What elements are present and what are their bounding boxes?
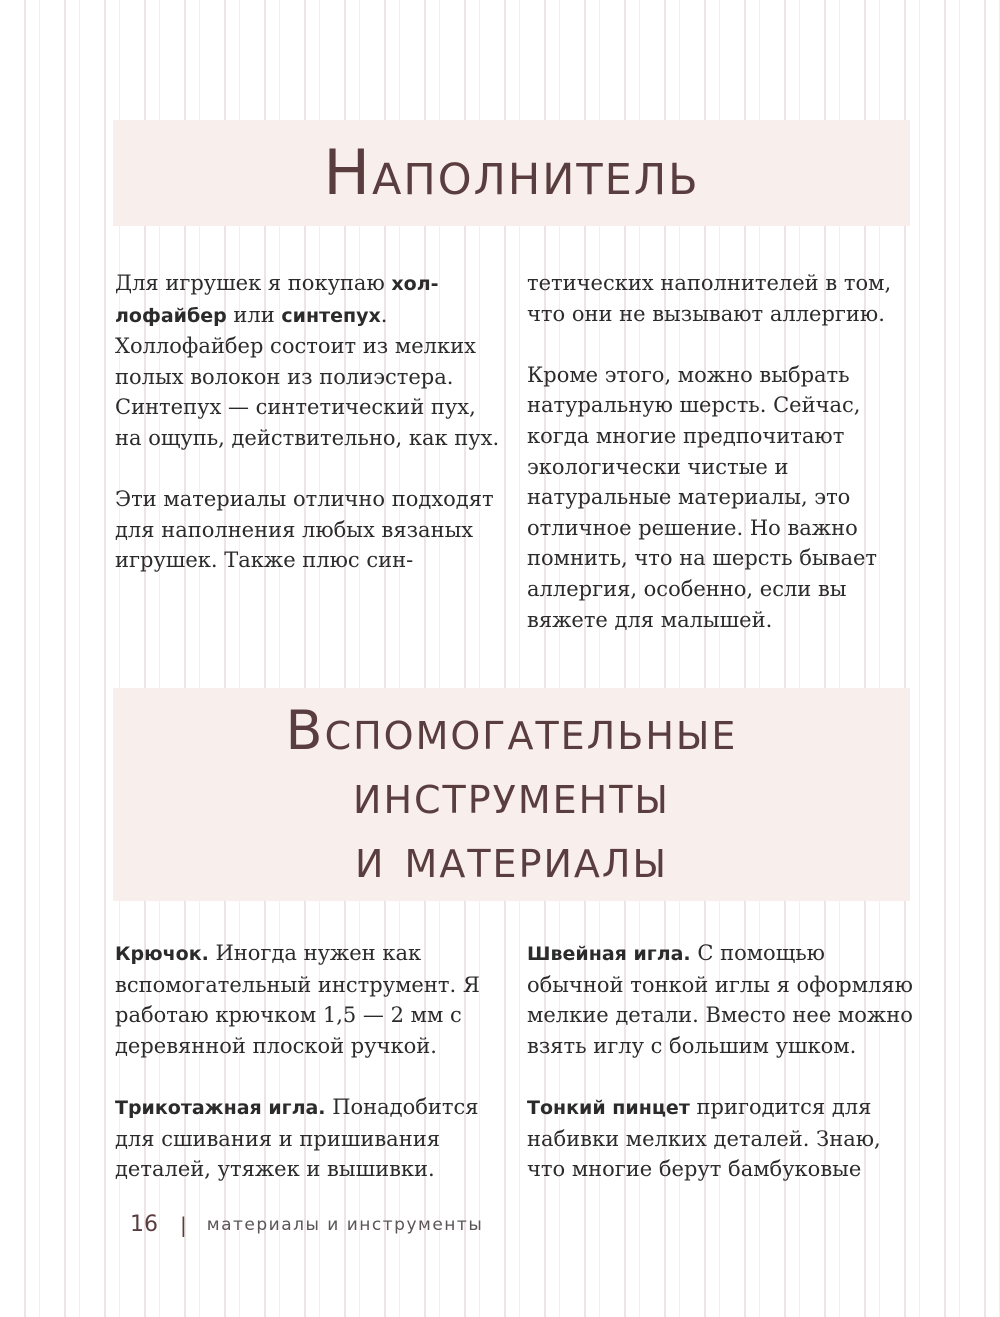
- heading-tools-line-3: и материалы: [354, 826, 669, 890]
- term-hollofiber: хол-лофайбер: [115, 273, 439, 327]
- term-knitting-needle: Трикотажная игла.: [115, 1096, 326, 1119]
- paragraph-filler-benefits: Эти материалы отлично подходят для наполнения любых вязаных игрушек. Также плюс син-: [115, 487, 494, 573]
- text-column-2: [527, 268, 917, 635]
- term-sewing-needle: Швейная игла.: [527, 943, 691, 965]
- footer-separator: |: [180, 1212, 187, 1237]
- heading-tools-line-1: Вспомогательные: [285, 698, 738, 762]
- term-sintepuh: синтепух: [281, 304, 381, 327]
- paragraph-sewing-needle: [527, 938, 917, 1061]
- text-span: пригодится для набивки мелких деталей. Знаю, что многие берут бамбуковые: [527, 1094, 881, 1182]
- text-span: С помощью обычной тонкой иглы я оформляю мелкие детали. Вместо нее можно взять иглу с большим ушком.: [527, 941, 913, 1058]
- text-span: Иногда нужен как вспомогательный инструмент. Я работаю крючком 1,5 — 2 мм с деревянной плоской ручкой.: [115, 941, 480, 1058]
- heading-banner-filler: [113, 120, 910, 226]
- paragraph-knitting-needle: [115, 1092, 500, 1185]
- page-number: 16: [130, 1212, 158, 1237]
- term-tweezers: Тонкий пинцет: [527, 1096, 690, 1119]
- heading-tools: [286, 699, 738, 891]
- paragraph-filler-types: [115, 268, 500, 454]
- text-span: Понадобится для сшивания и пришивания деталей, утяжек и вышивки.: [115, 1094, 479, 1182]
- heading-banner-tools: [113, 688, 910, 901]
- paragraph-hook: [115, 938, 500, 1061]
- text-column-3: [115, 938, 500, 1185]
- term-hook: Крючок.: [115, 943, 209, 965]
- text-column-4: [527, 938, 917, 1185]
- paragraph-tweezers: [527, 1092, 917, 1185]
- paragraph-wool: Кроме этого, можно выбрать натуральную шерсть. Сейчас, когда многие предпочитают экологически чистые и натуральные материалы, это отличное решение. Но важно помнить, что на шерсть бывает аллергия, особенно, если вы вяжете для малышей.: [527, 362, 878, 632]
- heading-filler: Наполнитель: [323, 136, 700, 209]
- heading-tools-line-2: инструменты: [353, 762, 670, 826]
- page-footer: [130, 1212, 483, 1237]
- text-span: . Холлофайбер состоит из мелких полых волокон из полиэстера. Синтепух — синтетический пух, на ощупь, действительно, как пух.: [115, 302, 500, 450]
- text-span: или: [226, 302, 282, 327]
- text-span: Для игрушек я покупаю: [115, 271, 392, 295]
- paragraph-allergy: тетических наполнителей в том, что они не вызывают аллергию.: [527, 271, 892, 326]
- text-column-1: [115, 268, 500, 576]
- footer-section-title: материалы и инструменты: [206, 1214, 484, 1235]
